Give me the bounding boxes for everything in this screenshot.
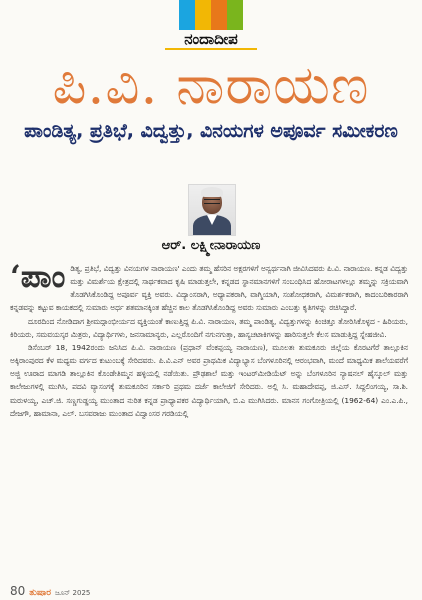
- article-subtitle: ಪಾಂಡಿತ್ಯ, ಪ್ರತಿಭೆ, ವಿದ್ವತ್ತು, ವಿನಯಗಳ ಅಪೂರ್ವ ಸಮೀಕರಣ: [24, 120, 398, 142]
- portrait-glasses: [204, 199, 220, 204]
- drop-cap: ‘ಪಾಂ: [10, 259, 66, 295]
- paragraph-1-text: ಡಿತ್ಯ, ಪ್ರತಿಭೆ, ವಿದ್ವತ್ತು ವಿನಯಗಳ ನಾರಾಯಣ' ಎಂದು ತಮ್ಮ ಹೆಸರಿನ ಅಕ್ಷರಗಳಿಗೆ ಅನ್ವರ್ಥನಾಗಿ ಜೀವಿಸಿದವರು ಪಿ.ವಿ. ನಾರಾಯಣ. ಕನ್ನಡ ವಿದ್ವತ್ತು ಮತ್ತು ವಿಮರ್ಶೆಯ ಕ್ಷೇತ್ರದಲ್ಲಿ ಸಾರ್ಥಕವಾದ ಕೃಷಿ ಮಾಡುತ್ತಲೇ, ಕನ್ನಡದ ಸ್ಥಾನಮಾನಗಳಿಗೆ ಸಂಬಂಧಿಸಿದ ಹೋರಾಟಗಳಲ್ಲೂ ತಮ್ಮನ್ನು ಸಕ್ರಿಯವಾಗಿ ತೊಡಗಿಸಿಕೊಂಡಿದ್ದ ಅಪೂರ್ವ ವ್ಯಕ್ತಿ ಅವರು. ವಿದ್ಯಾಂಸರಾಗಿ, ಅಧ್ಯಾಪಕರಾಗಿ, ವಾಗ್ಮಿಯಾಗಿ, ಸಂಶೋಧಕರಾಗಿ, ವಿಮರ್ಶಕರಾಗಿ, ಕಾದಂಬರಿಕಾರರಾಗಿ ಕನ್ನಡವನ್ನು ಕಟ್ಟುವ ಕಾಯಕದಲ್ಲಿ ಸುಮಾರು ಅರ್ಧ ಶತಮಾನಕ್ಕಿಂತ ಹೆಚ್ಚಿನ ಕಾಲ ತೊಡಗಿಸಿಕೊಂಡಿದ್ದ ಅವರು ಸುಮಾರು ಎಂಬತ್ತು ಕೃತಿಗಳನ್ನು ರಚಿಸಿದ್ದಾರೆ.: [10, 264, 408, 313]
- issue-date: ಜೂನ್ 2025: [54, 589, 91, 597]
- paragraph-1: [10, 259, 408, 315]
- page-number: 80: [10, 584, 26, 598]
- portrait-hair: [201, 187, 223, 197]
- article-author: ಆರ್. ಲಕ್ಷ್ಮೀನಾರಾಯಣ: [161, 238, 261, 253]
- author-portrait-photo: [188, 184, 236, 236]
- paragraph-3: ಡಿಸೆಂಬರ್ 18, 1942ರಂದು ಜನಿಸಿದ ಪಿ.ವಿ. ನಾರಾಯಣ (ಪ್ರಧಾನ್ ವೆಂಕಪ್ಪಯ್ಯ ನಾರಾಯಣ), ಮೂಲತಃ ತುಮಕೂರು ಜಿಲ್ಲೆಯ ಕೊರಟಗೆರೆ ತಾಲ್ಲೂಕಿನ ಅಕ್ಕಿರಾಂಪುರದ ಕೆಳ ಮಧ್ಯಮ ವರ್ಗದ ಕುಟುಂಬಕ್ಕೆ ಸೇರಿದವರು. ಪಿ.ವಿ.ಎನ್ ಅವರ ಪ್ರಾಥಮಿಕ ವಿದ್ಯಾಭ್ಯಾಸ ಬೆಂಗಳೂರಿನಲ್ಲಿ ಆರಂಭವಾಗಿ, ಮಂದೆ ಮಾಧ್ಯಮಿಕ ಶಾಲೆಯವರೆಗೆ ಅಜ್ಜಿ ಊರಾದ ಮಾಗಡಿ ತಾಲ್ಲೂಕಿನ ಕೊಂಡೇತಿಮ್ಮನ ಹಳ್ಳಿಯಲ್ಲಿ ನಡೆಯಿತು. ಪ್ರೌಢಶಾಲೆ ಮತ್ತು ಇಂಟರ್‌ಮೀಡಿಯೆಟ್ ಅನ್ನು ಬೆಂಗಳೂರಿನ ನ್ಯಾಷನಲ್ ಹೈಸ್ಕೂಲ್ ಮತ್ತು ಕಾಲೇಜುಗಳಲ್ಲಿ ಮುಗಿಸಿ, ಪದವಿ ವ್ಯಾಸಂಗಕ್ಕೆ ತುಮಕೂರಿನ ಸರ್ಕಾರಿ ಪ್ರಥಮ ದರ್ಜೆ ಕಾಲೇಜಿಗೆ ಸೇರಿದರು. ಅಲ್ಲಿ ಸಿ. ಮಹಾದೇವಪ್ಪ, ಜಿ.ಎಸ್. ಸಿದ್ದಲಿಂಗಯ್ಯ, ಸಾ.ಶಿ. ಮರುಳಯ್ಯ, ಎಚ್.ಜಿ. ಸಣ್ಣಗುಡ್ಡಯ್ಯ ಮುಂತಾದ ನುರಿತ ಕನ್ನಡ ಪ್ರಾಧ್ಯಾಪಕರ ವಿದ್ಯಾರ್ಥಿಯಾಗಿ, ಬಿ.ಎ ಮುಗಿಸಿದರು. ಮಾನಸ ಗಂಗೋತ್ರಿಯಲ್ಲಿ (1962-64) ಎಂ.ಎ.ಪಿ., ದೇಜಗೌ, ಹಾಮಾನಾ, ಎಲ್. ಬಸವರಾಜು ಮುಂತಾದ ವಿದ್ವಾಂಸರ ಗರಡಿಯಲ್ಲಿ: [10, 342, 408, 418]
- section-color-bar: [179, 0, 243, 30]
- section-underline: [165, 48, 257, 50]
- page-footer: [10, 584, 90, 598]
- article-title: ಪಿ.ವಿ. ನಾರಾಯಣ: [52, 55, 370, 116]
- drop-cap-letters: ಪಾಂ: [20, 259, 66, 295]
- section-label: ನಂದಾದೀಪ: [184, 30, 238, 48]
- color-stripe-green: [227, 0, 243, 30]
- article-body: [10, 259, 408, 420]
- color-stripe-orange: [211, 0, 227, 30]
- paragraph-2: ದೂರದಿಂದ ನೋಡಿದಾಗ ಶ್ರೀಮದ್ಗಾಂಭೀರ್ಯದ ವ್ಯಕ್ತಿಯಂತೆ ಕಾಣುತ್ತಿದ್ದ ಪಿ.ವಿ. ನಾರಾಯಣ, ತಮ್ಮ ಪಾಂಡಿತ್ಯ, ವಿದ್ವತ್ತುಗಳನ್ನು ಕಿಂಚಿತ್ತೂ ತೋರಿಸಿಕೊಳ್ಳದ - ಹಿರಿಯರು, ಕಿರಿಯರು, ಸಮವಯಸ್ಕರ ಮಿತ್ರರು, ವಿದ್ಯಾರ್ಥಿಗಳು, ಜನಸಾಮಾನ್ಯರು, ಎಲ್ಲರೊಂದಿಗೆ ನಗುನಗುತ್ತಾ, ಹಾಸ್ಯಚಟಾಕಿಗಳನ್ನು ಹಾರಿಸುತ್ತಲೇ ಕೆಲಸ ಮಾಡುತ್ತಿದ್ದ ಸ್ನೇಹಜೀವಿ.: [10, 316, 408, 339]
- section-tag: [0, 0, 422, 52]
- color-stripe-yellow: [195, 0, 211, 30]
- color-stripe-blue: [179, 0, 195, 30]
- magazine-logo: ತುಷಾರ: [29, 588, 51, 598]
